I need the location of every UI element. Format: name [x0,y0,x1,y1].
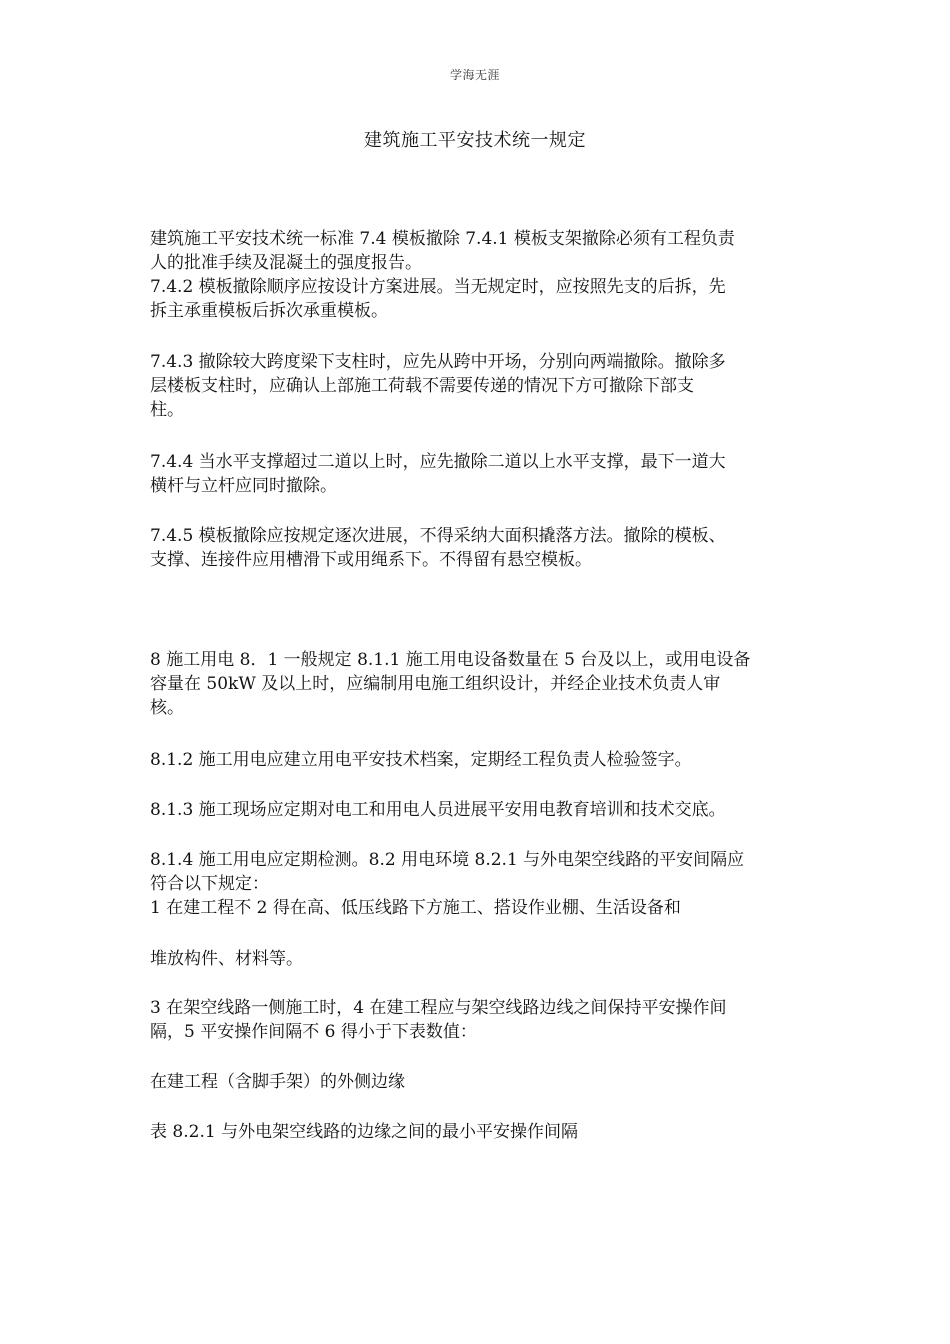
document-title: 建筑施工平安技术统一规定 [364,130,586,151]
paragraph-7-4-3 [150,350,800,422]
table-caption [150,1120,800,1144]
text-line: 人的批准手续及混凝土的强度报告。 [150,253,422,273]
text-line: 8 施工用电 8．1 一般规定 8.1.1 施工用电设备数量在 5 台及以上，或用电设备 [150,650,751,670]
text-line: 3 在架空线路一侧施工时，4 在建工程应与架空线路边线之间保持平安操作间 [150,998,727,1018]
text-line: 表 8.2.1 与外电架空线路的边缘之间的最小平安操作间隔 [150,1122,579,1142]
paragraph-8-1-3 [150,798,800,822]
paragraph-8-1-2 [150,748,800,772]
paragraph-7-4-5 [150,524,800,572]
text-line: 柱。 [150,400,184,420]
text-line: 容量在 50kW 及以上时，应编制用电施工组织设计，并经企业技术负责人审 [150,674,721,694]
text-line: 7.4.2 模板撤除顺序应按设计方案进展。当无规定时，应按照先支的后拆，先 [150,277,726,297]
text-line: 符合以下规定： [150,874,269,894]
text-line: 8.1.4 施工用电应定期检测。8.2 用电环境 8.2.1 与外电架空线路的平安间隔应 [150,850,745,870]
text-line: 层楼板支柱时，应确认上部施工荷载不需要传递的情况下方可撤除下部支 [150,376,694,396]
text-line: 8.1.2 施工用电应建立用电平安技术档案，定期经工程负责人检验签字。 [150,750,692,770]
paragraph-8-1-4 [150,848,800,920]
paragraph-8-1-1 [150,648,800,720]
text-line: 核。 [150,698,184,718]
text-line: 1 在建工程不 2 得在高、低压线路下方施工、搭设作业棚、生活设备和 [150,898,681,918]
text-line: 8.1.3 施工现场应定期对电工和用电人员进展平安用电教育培训和技术交底。 [150,800,726,820]
paragraph-outer-edge [150,1070,800,1094]
text-line: 横杆与立杆应同时撤除。 [150,476,337,496]
text-line: 建筑施工平安技术统一标准 7.4 模板撤除 7.4.1 模板支架撤除必须有工程负责 [150,229,735,249]
text-line: 堆放构件、材料等。 [150,949,303,969]
text-line: 拆主承重模板后拆次承重模板。 [150,301,388,321]
text-line: 隔，5 平安操作间隔不 6 得小于下表数值： [150,1022,477,1042]
paragraph-7-4-1 [150,227,800,323]
text-line: 在建工程（含脚手架）的外侧边缘 [150,1072,405,1092]
text-line: 7.4.4 当水平支撑超过二道以上时，应先撤除二道以上水平支撑，最下一道大 [150,452,726,472]
paragraph-stack-materials [150,947,800,971]
paragraph-7-4-4 [150,450,800,498]
text-line: 支撑、连接件应用槽滑下或用绳系下。不得留有悬空模板。 [150,550,592,570]
page-header: 学海无涯 [449,68,500,82]
text-line: 7.4.3 撤除较大跨度梁下支柱时，应先从跨中开场，分别向两端撤除。撤除多 [150,352,726,372]
text-line: 7.4.5 模板撤除应按规定逐次进展，不得采纳大面积撬落方法。撤除的模板、 [150,526,726,546]
paragraph-side-construction [150,996,800,1044]
